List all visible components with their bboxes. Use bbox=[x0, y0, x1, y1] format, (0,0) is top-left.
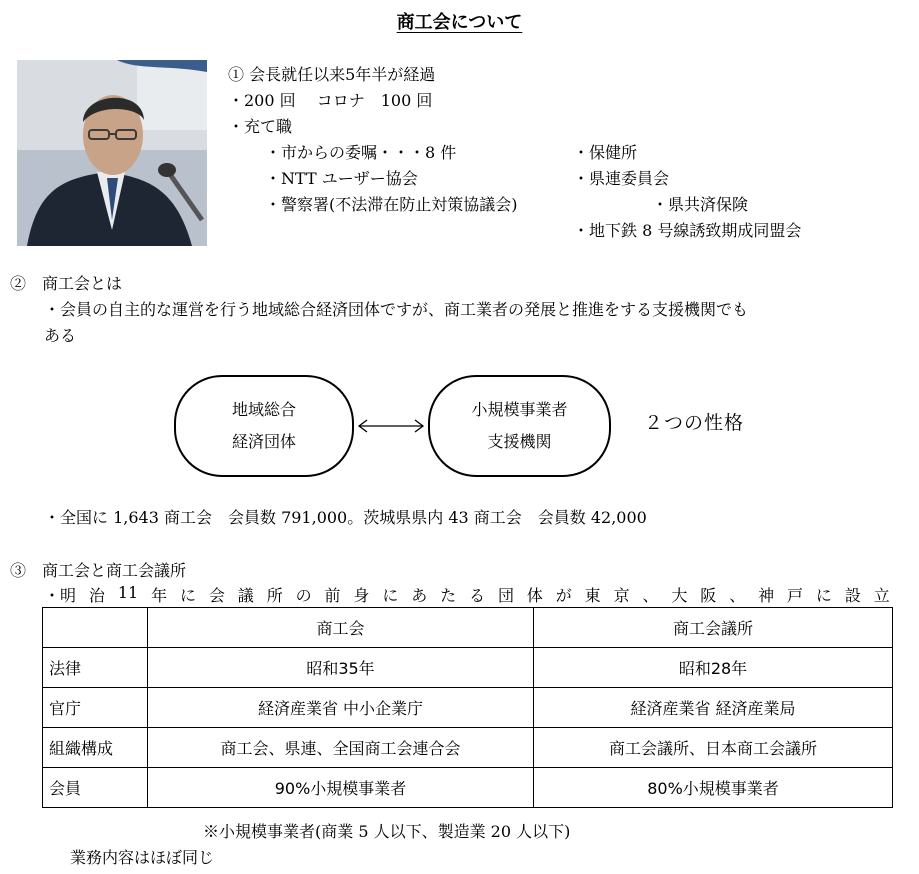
meiji-history-char: 体 bbox=[526, 586, 543, 605]
oval-text: 小規模事業者 bbox=[471, 400, 568, 419]
assignment-item: ・保健所 bbox=[573, 143, 638, 162]
bidirectional-arrow-icon bbox=[356, 416, 426, 436]
assignment-item: ・県共済保険 bbox=[652, 195, 749, 214]
oval-text: 地域総合 bbox=[231, 400, 296, 419]
assignment-item: ・警察署(不法滞在防止対策協議会) bbox=[265, 195, 518, 214]
table-header-cell: 商工会 bbox=[148, 608, 534, 648]
meiji-history-char: 、 bbox=[642, 586, 659, 605]
meiji-history-char: の bbox=[295, 586, 312, 605]
meiji-history-char: 阪 bbox=[700, 586, 717, 605]
table-cell: 90%小規模事業者 bbox=[148, 768, 534, 808]
meiji-history-char: 治 bbox=[88, 586, 105, 605]
meiji-history-char: 11 bbox=[117, 583, 139, 602]
page-title-text: 商工会について bbox=[396, 12, 523, 33]
table-cell: 昭和28年 bbox=[534, 648, 893, 688]
meiji-history-char: 所 bbox=[266, 586, 283, 605]
footer-note: 業務内容はほぼ同じ bbox=[70, 848, 215, 867]
oval-text: 経済団体 bbox=[231, 432, 296, 451]
assignment-item: ・NTT ユーザー協会 bbox=[265, 169, 418, 188]
chairman-photo-image bbox=[17, 60, 207, 246]
assignments-label: ・充て職 bbox=[228, 117, 293, 136]
table-row bbox=[43, 648, 893, 688]
table-cell: 商工会議所、日本商工会議所 bbox=[534, 728, 893, 768]
meiji-history-char: 設 bbox=[844, 586, 861, 605]
section2-description-line2: ある bbox=[44, 326, 77, 345]
table-cell: 80%小規模事業者 bbox=[534, 768, 893, 808]
table-header-cell bbox=[43, 608, 148, 648]
meiji-history-char: に bbox=[382, 586, 399, 605]
meiji-history-char: 議 bbox=[237, 586, 254, 605]
section2-description-line1: ・会員の自主的な運営を行う地域総合経済団体ですが、商工業者の発展と推進をする支援機関でも bbox=[44, 300, 749, 319]
table-cell: 経済産業省 経済産業局 bbox=[534, 688, 893, 728]
two-nature-label: ２つの性格 bbox=[644, 412, 745, 434]
table-cell: 商工会、県連、全国商工会連合会 bbox=[148, 728, 534, 768]
meiji-history-char: 年 bbox=[151, 586, 168, 605]
assignment-item: ・地下鉄 8 号線誘致期成同盟会 bbox=[573, 221, 802, 240]
meiji-history-char: 京 bbox=[613, 586, 630, 605]
table-header-cell: 商工会議所 bbox=[534, 608, 893, 648]
chairman-photo bbox=[17, 60, 207, 246]
small-business-support-oval bbox=[428, 375, 611, 477]
assignment-item: ・市からの委嘱・・・8 件 bbox=[265, 143, 457, 162]
meiji-history-char: が bbox=[555, 586, 572, 605]
meiji-history-char: 身 bbox=[353, 586, 370, 605]
small-business-note: ※小規模事業者(商業 5 人以下、製造業 20 人以下) bbox=[203, 822, 571, 841]
meiji-history-char: る bbox=[469, 586, 486, 605]
meiji-history-line bbox=[44, 583, 890, 606]
page-title bbox=[0, 8, 919, 34]
meiji-history-char: あ bbox=[411, 586, 428, 605]
meiji-history-char: 立 bbox=[873, 586, 890, 605]
meiji-history-char: 団 bbox=[497, 586, 514, 605]
national-statistics: ・全国に 1,643 商工会 会員数 791,000。茨城県県内 43 商工会 会員数 42,000 bbox=[44, 508, 647, 527]
meiji-history-char: に bbox=[179, 586, 196, 605]
table-row-label: 法律 bbox=[43, 648, 148, 688]
table-row bbox=[43, 728, 893, 768]
table-row-label: 会員 bbox=[43, 768, 148, 808]
table-row-label: 組織構成 bbox=[43, 728, 148, 768]
oval-text: 支援機関 bbox=[487, 432, 552, 451]
meiji-history-char: 、 bbox=[729, 586, 746, 605]
meiji-history-char: 東 bbox=[584, 586, 601, 605]
meiji-history-char: 大 bbox=[671, 586, 688, 605]
meiji-history-char: 神 bbox=[758, 586, 775, 605]
table-row-label: 官庁 bbox=[43, 688, 148, 728]
meiji-history-char: に bbox=[815, 586, 832, 605]
section1-stat: ・200 回 コロナ 100 回 bbox=[228, 91, 433, 110]
table-cell: 経済産業省 中小企業庁 bbox=[148, 688, 534, 728]
section2-heading: ② 商工会とは bbox=[10, 274, 123, 293]
regional-economic-org-oval bbox=[174, 375, 354, 477]
table-header-row bbox=[43, 608, 893, 648]
table-cell: 昭和35年 bbox=[148, 648, 534, 688]
meiji-history-char: 会 bbox=[208, 586, 225, 605]
comparison-table bbox=[42, 607, 893, 808]
assignment-item: ・県連委員会 bbox=[573, 169, 670, 188]
section1-heading: ① 会長就任以来5年半が経過 bbox=[228, 65, 436, 84]
meiji-history-char: 戸 bbox=[787, 586, 804, 605]
table-row bbox=[43, 688, 893, 728]
table-row bbox=[43, 768, 893, 808]
meiji-history-char: ・明 bbox=[44, 586, 77, 605]
meiji-history-char: 前 bbox=[324, 586, 341, 605]
meiji-history-char: た bbox=[440, 586, 457, 605]
section3-heading: ③ 商工会と商工会議所 bbox=[10, 561, 187, 580]
